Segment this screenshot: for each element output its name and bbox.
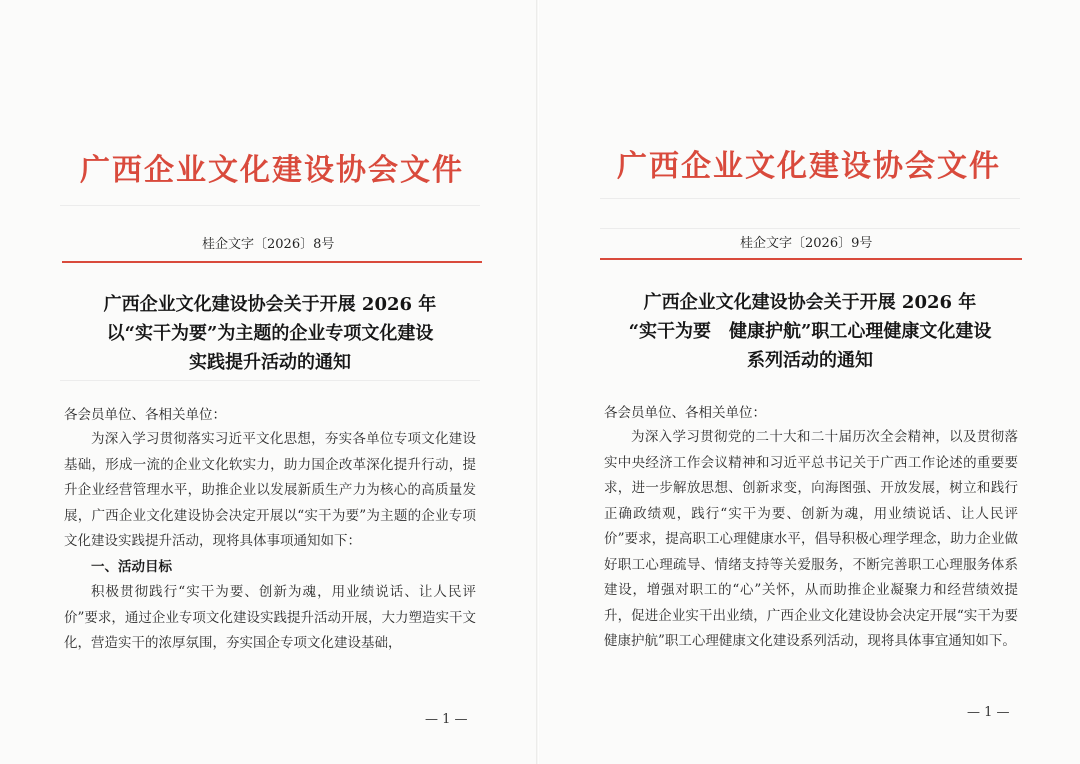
title-line: 以“实干为要”为主题的企业专项文化建设 (106, 323, 434, 344)
page-number: — 1 — (967, 705, 1010, 720)
red-separator-line (62, 261, 482, 263)
title-line: “实干为要 健康护航”职工心理健康文化建设 (628, 321, 992, 342)
document-number: 桂企文字〔2026〕9号 (740, 236, 873, 251)
body-text (64, 427, 476, 657)
body-text (604, 425, 1018, 655)
document-number: 桂企文字〔2026〕8号 (202, 237, 335, 252)
red-separator-line (600, 258, 1022, 260)
bleed-through-line (60, 380, 480, 381)
right-document-page (540, 0, 1080, 764)
body-paragraph: 为深入学习贯彻党的二十大和二十届历次全会精神，以及贯彻落实中央经济工作会议精神和习近平总书记关于广西工作论述的重要要求，进一步解放思想、创新求变，向海图强、开放发展，树立和践行正确政绩观，践行“实干为要、创新为魂，用业绩说话、让人民评价”要求，提高职工心理健康水平，倡导积极心理学理念，助力企业做好职工心理疏导、情绪支持等关爱服务，不断完善职工心理服务体系建设，增强对职工的“心”关怀，从而助推企业凝聚力和经营绩效提升，促进企业实干出业绩，广西企业文化建设协会决定开展“实干为要 健康护航”职工心理健康文化建设系列活动，现将具体事宜通知如下。 (604, 429, 1018, 649)
section-heading: 一、活动目标 (91, 558, 172, 575)
title-line: 实践提升活动的通知 (189, 352, 351, 373)
bleed-through-line (600, 228, 1020, 229)
document-title (600, 288, 1020, 375)
salutation: 各会员单位、各相关单位： (604, 405, 766, 421)
salutation: 各会员单位、各相关单位： (64, 407, 226, 423)
document-header: 广西企业文化建设协会文件 (617, 149, 1001, 184)
body-paragraph: 积极贯彻践行“实干为要、创新为魂，用业绩说话、让人民评价”要求，通过企业专项文化建设实践提升活动开展，大力塑造实干文化，营造实干的浓厚氛围，夯实国企专项文化建设基础， (64, 584, 476, 651)
title-line: 广西企业文化建设协会关于开展 2026 年 (103, 294, 437, 315)
page-number: — 1 — (425, 712, 468, 727)
left-document-page (0, 0, 538, 764)
body-paragraph: 为深入学习贯彻落实习近平文化思想，夯实各单位专项文化建设基础，形成一流的企业文化软实力，助力国企改革深化提升行动，提升企业经营管理水平，助推企业以发展新质生产力为核心的高质量发展，广西企业文化建设协会决定开展以“实干为要”为主题的企业专项文化建设实践提升活动，现将具体事项通知如下： (64, 431, 476, 549)
bleed-through-line (600, 198, 1020, 199)
document-title (60, 290, 480, 377)
document-header: 广西企业文化建设协会文件 (80, 153, 464, 188)
title-line: 系列活动的通知 (747, 350, 873, 371)
bleed-through-line (60, 205, 480, 206)
title-line: 广西企业文化建设协会关于开展 2026 年 (643, 292, 977, 313)
